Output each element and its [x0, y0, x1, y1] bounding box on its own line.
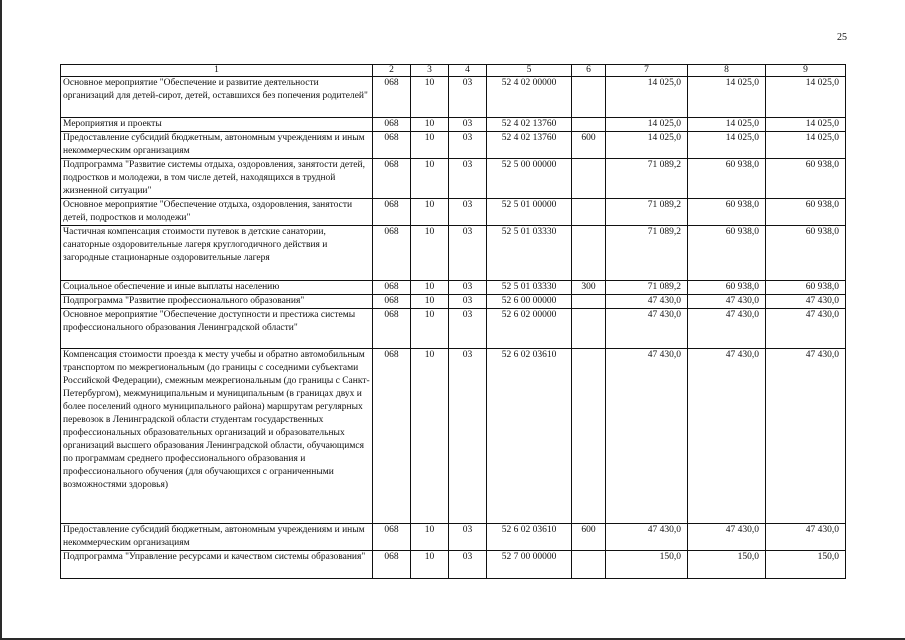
cell-subsection: 03 [449, 159, 487, 199]
cell-subsection: 03 [449, 309, 487, 349]
cell-ministry-code: 068 [373, 118, 411, 132]
col-header-4: 4 [449, 65, 487, 77]
cell-target-article: 52 4 02 13760 [487, 132, 572, 159]
cell-expense-type [572, 349, 606, 524]
cell-subsection: 03 [449, 349, 487, 524]
cell-ministry-code: 068 [373, 295, 411, 309]
table-row [61, 281, 846, 295]
cell-target-article: 52 6 02 03610 [487, 349, 572, 524]
cell-section: 10 [411, 159, 449, 199]
cell-amount-col7: 47 430,0 [606, 349, 688, 524]
cell-amount-col9: 14 025,0 [766, 132, 846, 159]
cell-name: Основное мероприятие "Обеспечение отдыха, оздоровления, занятости детей, подростков и молодежи" [61, 199, 373, 226]
cell-subsection: 03 [449, 132, 487, 159]
cell-name: Основное мероприятие "Обеспечение и развитие деятельности организаций для детей-сирот, детей, оставшихся без попечения родителей" [61, 77, 373, 118]
cell-section: 10 [411, 281, 449, 295]
cell-name: Подпрограмма "Управление ресурсами и качеством системы образования" [61, 551, 373, 579]
table-row [61, 524, 846, 551]
cell-section: 10 [411, 118, 449, 132]
table-row [61, 349, 846, 524]
cell-expense-type: 300 [572, 281, 606, 295]
table-row [61, 77, 846, 118]
cell-amount-col9: 47 430,0 [766, 349, 846, 524]
cell-amount-col7: 71 089,2 [606, 199, 688, 226]
table-row [61, 295, 846, 309]
col-header-1: 1 [61, 65, 373, 77]
col-header-6: 6 [572, 65, 606, 77]
cell-expense-type: 600 [572, 524, 606, 551]
cell-subsection: 03 [449, 118, 487, 132]
cell-expense-type [572, 159, 606, 199]
cell-amount-col9: 60 938,0 [766, 199, 846, 226]
cell-ministry-code: 068 [373, 226, 411, 281]
cell-amount-col9: 14 025,0 [766, 118, 846, 132]
cell-section: 10 [411, 77, 449, 118]
cell-name: Частичная компенсация стоимости путевок в детские санатории, санаторные оздоровительные лагеря круглогодичного действия и загородные стационарные оздоровительные лагеря [61, 226, 373, 281]
cell-ministry-code: 068 [373, 524, 411, 551]
cell-name: Основное мероприятие "Обеспечение доступности и престижа системы профессионального образования Ленинградской области" [61, 309, 373, 349]
cell-expense-type [572, 199, 606, 226]
cell-expense-type: 600 [572, 132, 606, 159]
cell-ministry-code: 068 [373, 309, 411, 349]
cell-amount-col7: 71 089,2 [606, 226, 688, 281]
cell-amount-col8: 60 938,0 [688, 226, 766, 281]
budget-table-container [60, 64, 845, 579]
cell-target-article: 52 4 02 13760 [487, 118, 572, 132]
cell-subsection: 03 [449, 524, 487, 551]
cell-subsection: 03 [449, 199, 487, 226]
cell-amount-col8: 60 938,0 [688, 199, 766, 226]
col-header-8: 8 [688, 65, 766, 77]
cell-amount-col9: 60 938,0 [766, 226, 846, 281]
cell-amount-col8: 47 430,0 [688, 295, 766, 309]
cell-name: Предоставление субсидий бюджетным, автономным учреждениям и иным некоммерческим организациям [61, 132, 373, 159]
cell-expense-type [572, 309, 606, 349]
cell-ministry-code: 068 [373, 199, 411, 226]
cell-target-article: 52 5 01 03330 [487, 281, 572, 295]
cell-target-article: 52 4 02 00000 [487, 77, 572, 118]
cell-amount-col8: 47 430,0 [688, 349, 766, 524]
cell-name: Подпрограмма "Развитие профессионального образования" [61, 295, 373, 309]
cell-amount-col9: 60 938,0 [766, 281, 846, 295]
budget-table [60, 64, 846, 579]
cell-ministry-code: 068 [373, 281, 411, 295]
cell-expense-type [572, 77, 606, 118]
cell-amount-col8: 14 025,0 [688, 77, 766, 118]
cell-target-article: 52 5 00 00000 [487, 159, 572, 199]
cell-subsection: 03 [449, 226, 487, 281]
cell-expense-type [572, 551, 606, 579]
cell-section: 10 [411, 524, 449, 551]
cell-name: Предоставление субсидий бюджетным, автономным учреждениям и иным некоммерческим организациям [61, 524, 373, 551]
table-row [61, 132, 846, 159]
table-row [61, 226, 846, 281]
cell-amount-col7: 71 089,2 [606, 281, 688, 295]
header-row [61, 65, 846, 77]
table-body [61, 77, 846, 579]
table-row [61, 551, 846, 579]
cell-section: 10 [411, 309, 449, 349]
cell-ministry-code: 068 [373, 77, 411, 118]
cell-amount-col8: 14 025,0 [688, 118, 766, 132]
table-row [61, 309, 846, 349]
cell-section: 10 [411, 551, 449, 579]
cell-amount-col7: 47 430,0 [606, 295, 688, 309]
cell-amount-col9: 47 430,0 [766, 524, 846, 551]
cell-ministry-code: 068 [373, 132, 411, 159]
cell-section: 10 [411, 199, 449, 226]
cell-amount-col8: 150,0 [688, 551, 766, 579]
cell-name: Компенсация стоимости проезда к месту учебы и обратно автомобильным транспортом по межрегиональным (до границы с соседними субъектами Российской Федерации), смежным межрегиональным (до границы с Санкт-Петербургом), межмуниципальным и муниципальным (в границах двух и более поселений одного муниципального района) маршрутам регулярных перевозок в Ленинградской области студентам государственных профессиональных образовательных организаций и образовательных организаций высшего образования Ленинградской области, обучающимся по программам среднего профессионального образования и профессионального обучения (для обучающихся с ограниченными возможностями здоровья) [61, 349, 373, 524]
cell-amount-col7: 14 025,0 [606, 118, 688, 132]
cell-name: Подпрограмма "Развитие системы отдыха, оздоровления, занятости детей, подростков и молодежи, в том числе детей, находящихся в трудной жизненной ситуации" [61, 159, 373, 199]
cell-expense-type [572, 118, 606, 132]
cell-subsection: 03 [449, 551, 487, 579]
scan-edge-left [0, 0, 2, 640]
cell-amount-col9: 60 938,0 [766, 159, 846, 199]
cell-subsection: 03 [449, 295, 487, 309]
cell-amount-col8: 60 938,0 [688, 281, 766, 295]
cell-amount-col9: 47 430,0 [766, 309, 846, 349]
cell-ministry-code: 068 [373, 349, 411, 524]
cell-amount-col7: 150,0 [606, 551, 688, 579]
cell-section: 10 [411, 226, 449, 281]
col-header-3: 3 [411, 65, 449, 77]
table-row [61, 159, 846, 199]
cell-section: 10 [411, 349, 449, 524]
cell-target-article: 52 6 02 00000 [487, 309, 572, 349]
cell-amount-col9: 47 430,0 [766, 295, 846, 309]
cell-name: Социальное обеспечение и иные выплаты населению [61, 281, 373, 295]
cell-amount-col8: 14 025,0 [688, 132, 766, 159]
cell-amount-col8: 47 430,0 [688, 524, 766, 551]
cell-subsection: 03 [449, 281, 487, 295]
cell-section: 10 [411, 132, 449, 159]
cell-target-article: 52 5 01 00000 [487, 199, 572, 226]
cell-target-article: 52 5 01 03330 [487, 226, 572, 281]
cell-ministry-code: 068 [373, 551, 411, 579]
col-header-5: 5 [487, 65, 572, 77]
cell-target-article: 52 6 00 00000 [487, 295, 572, 309]
cell-amount-col7: 47 430,0 [606, 309, 688, 349]
cell-name: Мероприятия и проекты [61, 118, 373, 132]
cell-amount-col8: 60 938,0 [688, 159, 766, 199]
page-number: 25 [837, 32, 847, 43]
cell-subsection: 03 [449, 77, 487, 118]
cell-section: 10 [411, 295, 449, 309]
cell-amount-col7: 14 025,0 [606, 132, 688, 159]
table-row [61, 199, 846, 226]
cell-target-article: 52 6 02 03610 [487, 524, 572, 551]
cell-amount-col7: 14 025,0 [606, 77, 688, 118]
col-header-2: 2 [373, 65, 411, 77]
cell-amount-col7: 71 089,2 [606, 159, 688, 199]
cell-amount-col9: 150,0 [766, 551, 846, 579]
cell-expense-type [572, 295, 606, 309]
col-header-9: 9 [766, 65, 846, 77]
table-row [61, 118, 846, 132]
cell-target-article: 52 7 00 00000 [487, 551, 572, 579]
col-header-7: 7 [606, 65, 688, 77]
cell-amount-col7: 47 430,0 [606, 524, 688, 551]
cell-ministry-code: 068 [373, 159, 411, 199]
cell-amount-col8: 47 430,0 [688, 309, 766, 349]
cell-amount-col9: 14 025,0 [766, 77, 846, 118]
cell-expense-type [572, 226, 606, 281]
